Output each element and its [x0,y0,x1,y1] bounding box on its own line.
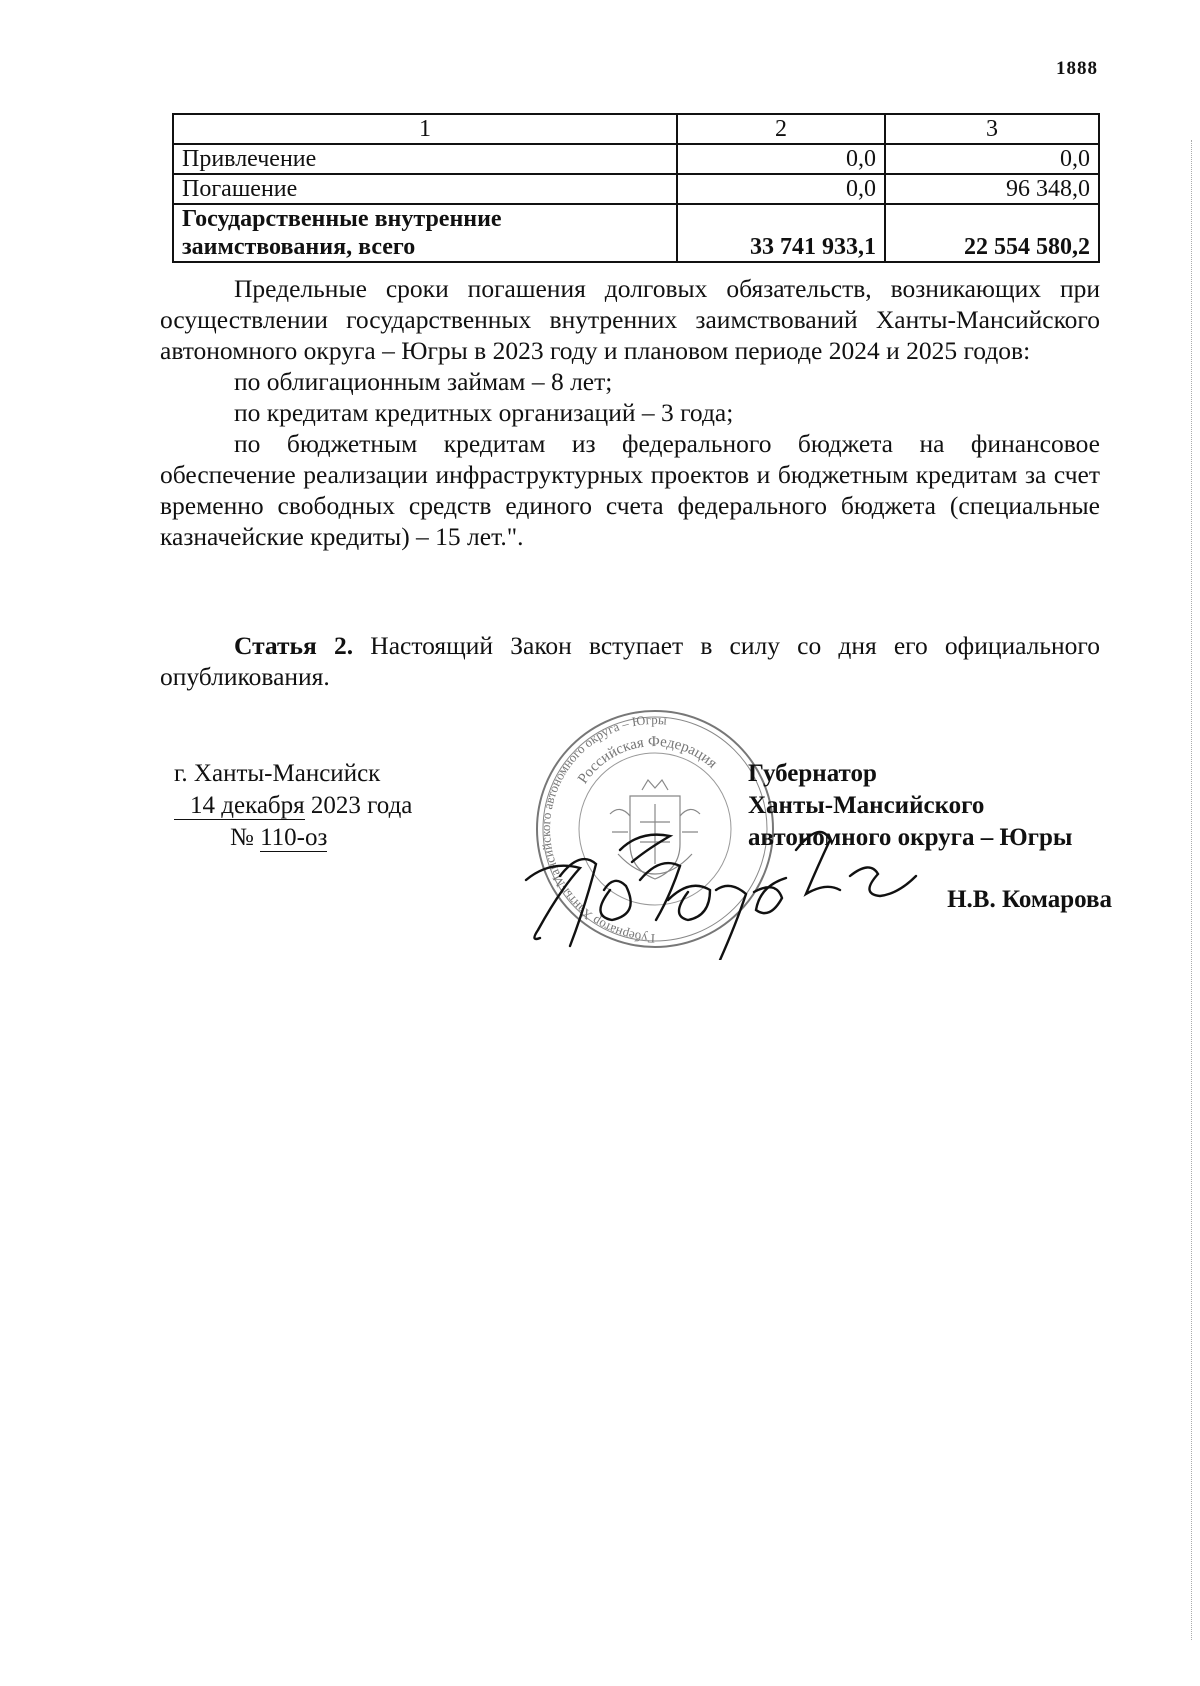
article-label: Статья 2. [234,631,354,660]
law-number: 110-оз [260,824,328,851]
row-value-2024: 96 348,0 [885,174,1099,204]
row-value-2023: 0,0 [677,144,885,174]
date-line [174,790,412,822]
row-label: Погашение [173,174,677,204]
article-2 [160,630,1100,692]
paragraph: по бюджетным кредитам из федерального бюджета на финансовое обеспечение реализации инфраструктурных проектов и бюджетным кредитам за счет временно свободных средств единого счета федерального бюджета (специальные казначейские кредиты) – 15 лет.". [160,429,1100,551]
page-number: 1888 [1056,58,1098,79]
article-text: Настоящий Закон вступает в силу со дня его официального опубликования. [160,631,1100,691]
total-label [173,204,677,262]
borrowings-table [172,113,1100,263]
paragraph: по облигационным займам – 8 лет; [234,367,613,396]
row-value-2023: 0,0 [677,174,885,204]
repayment-terms-text [160,273,1100,552]
table-header-row [173,114,1099,144]
table-header-cell: 3 [885,114,1099,144]
row-label: Привлечение [173,144,677,174]
table-row [173,144,1099,174]
table-row [173,174,1099,204]
number-prefix: № [230,824,254,851]
seal-ring-text: Губернатор Ханты-Мансийского автономного округа – Югры [538,711,668,947]
governor-title-line: Ханты-Мансийского [748,792,985,819]
table-header-cell: 1 [173,114,677,144]
paragraph: Предельные сроки погашения долговых обязательств, возникающих при осуществлении государственных внутренних заимствований Ханты-Мансийского автономного округа – Югры в 2023 году и плановом периоде 2024 и 2025 годов: [160,274,1100,365]
table-header-cell: 2 [677,114,885,144]
seal-top-text: Российская Федерация [575,733,720,787]
law-number-line [174,822,412,854]
governor-title [748,758,1072,854]
date-year: 2023 года [310,792,413,819]
governor-title-line: автономного округа – Югры [748,824,1073,851]
total-value-2024: 22 554 580,2 [885,204,1099,262]
table-total-row [173,204,1099,262]
date-day-month: 14 декабря [174,793,305,820]
row-value-2024: 0,0 [885,144,1099,174]
total-label-line1: Государственные внутренние [182,206,502,232]
total-value-2023: 33 741 933,1 [677,204,885,262]
paragraph: по кредитам кредитных организаций – 3 года; [234,398,734,427]
article-paragraph [160,630,1100,692]
scan-edge-line [1188,140,1192,1640]
place-date-number [174,758,412,854]
governor-name: Н.В. Комарова [947,886,1112,913]
total-label-line2: заимствования, всего [182,234,416,260]
governor-title-line: Губернатор [748,760,877,787]
city: г. Ханты-Мансийск [174,760,381,787]
